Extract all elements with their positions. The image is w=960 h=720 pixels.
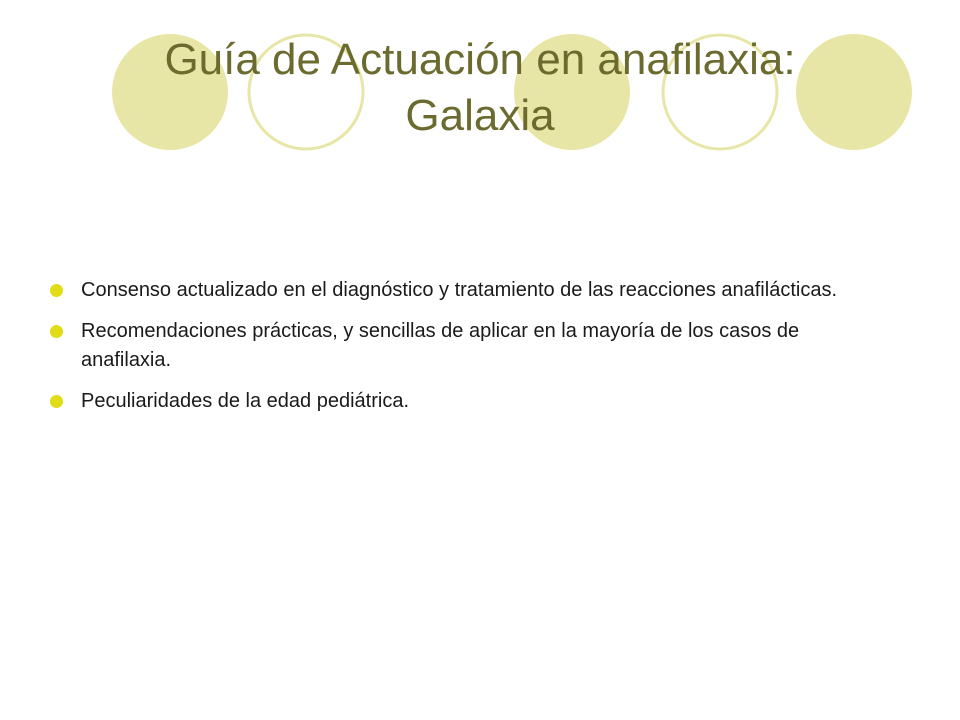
slide-title xyxy=(60,32,900,144)
bullet-list xyxy=(48,276,868,428)
bullet-dot-icon xyxy=(50,395,63,408)
bullet-text: Recomendaciones prácticas, y sencillas de aplicar en la mayoría de los casos de anafilaxia. xyxy=(81,320,800,371)
slide-title-line-2: Galaxia xyxy=(405,91,555,140)
bullet-dot-icon xyxy=(50,284,63,297)
bullet-item xyxy=(48,387,868,416)
bullet-item xyxy=(48,317,868,375)
bullet-item xyxy=(48,276,868,305)
bullet-dot-icon xyxy=(50,325,63,338)
bullet-text: Peculiaridades de la edad pediátrica. xyxy=(81,390,409,412)
slide-title-line-1: Guía de Actuación en anafilaxia: xyxy=(164,35,796,84)
bullet-text: Consenso actualizado en el diagnóstico y tratamiento de las reacciones anafilácticas. xyxy=(81,279,837,301)
